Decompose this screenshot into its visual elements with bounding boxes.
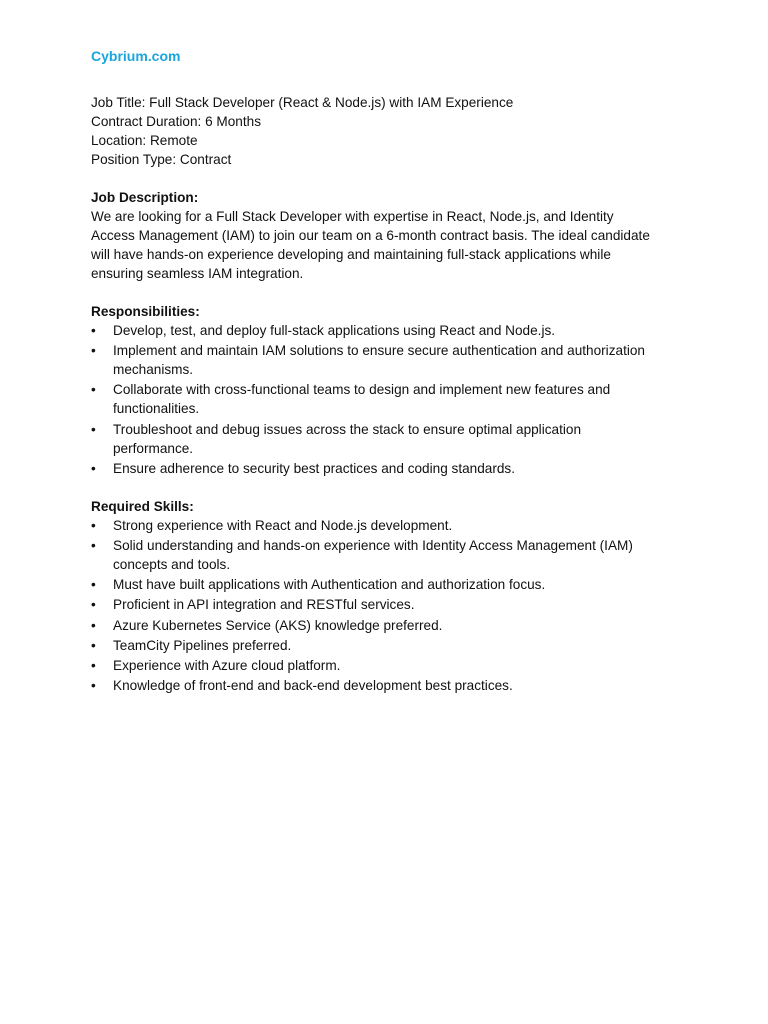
position-type: Position Type: Contract (91, 152, 232, 167)
required-skills-heading: Required Skills: (91, 498, 194, 514)
bullet-icon: • (91, 678, 96, 694)
list-item: • Knowledge of front-end and back-end development best practices. (91, 678, 513, 694)
list-item: • Strong experience with React and Node.js development. (91, 517, 453, 533)
job-description-heading: Job Description: (91, 190, 199, 205)
bullet-icon: • (91, 343, 96, 359)
job-title: Job Title: Full Stack Developer (React & Node.js) with IAM Experience (91, 95, 514, 110)
list-item: • Azure Kubernetes Service (AKS) knowledge preferred. (91, 617, 443, 633)
bullet-icon: • (91, 382, 96, 398)
responsibilities-list (91, 321, 688, 478)
list-item: • Experience with Azure cloud platform. (91, 657, 341, 673)
bullet-icon: • (91, 657, 96, 673)
responsibilities-heading: Responsibilities: (91, 304, 200, 319)
job-description-text: We are looking for a Full Stack Developer with expertise in React, Node.js, and Identity Access Management (IAM) to join our team on a 6-month contract basis. The ideal candidate will have hands-on experience developing and maintaining full-stack applications while ensuring seamless IAM integration. (91, 209, 650, 281)
list-item: • Implement and maintain IAM solutions to ensure secure authentication and authorization mechanisms. (91, 343, 645, 378)
bullet-icon: • (91, 517, 96, 533)
location: Location: Remote (91, 133, 198, 148)
bullet-icon: • (91, 323, 96, 338)
contract-duration: Contract Duration: 6 Months (91, 114, 262, 129)
list-item: • Solid understanding and hands-on experience with Identity Access Management (IAM) concepts and tools. (91, 537, 633, 572)
list-item: • Develop, test, and deploy full-stack applications using React and Node.js. (91, 323, 556, 338)
company-name: Cybrium.com (91, 48, 181, 64)
bullet-icon: • (91, 617, 96, 633)
skills-list (91, 516, 688, 695)
list-item: • Troubleshoot and debug issues across the stack to ensure optimal application performance. (91, 421, 582, 456)
bullet-icon: • (91, 577, 96, 593)
bullet-icon: • (91, 537, 96, 553)
job-meta (91, 93, 688, 169)
list-item: • TeamCity Pipelines preferred. (91, 637, 292, 653)
bullet-icon: • (91, 421, 96, 437)
list-item: • Must have built applications with Authentication and authorization focus. (91, 577, 546, 593)
bullet-icon: • (91, 597, 96, 613)
bullet-icon: • (91, 460, 96, 476)
list-item: • Proficient in API integration and RESTful services. (91, 597, 415, 613)
list-item: • Collaborate with cross-functional teams to design and implement new features and functionalities. (91, 382, 611, 417)
list-item: • Ensure adherence to security best practices and coding standards. (91, 460, 516, 476)
bullet-icon: • (91, 637, 96, 653)
